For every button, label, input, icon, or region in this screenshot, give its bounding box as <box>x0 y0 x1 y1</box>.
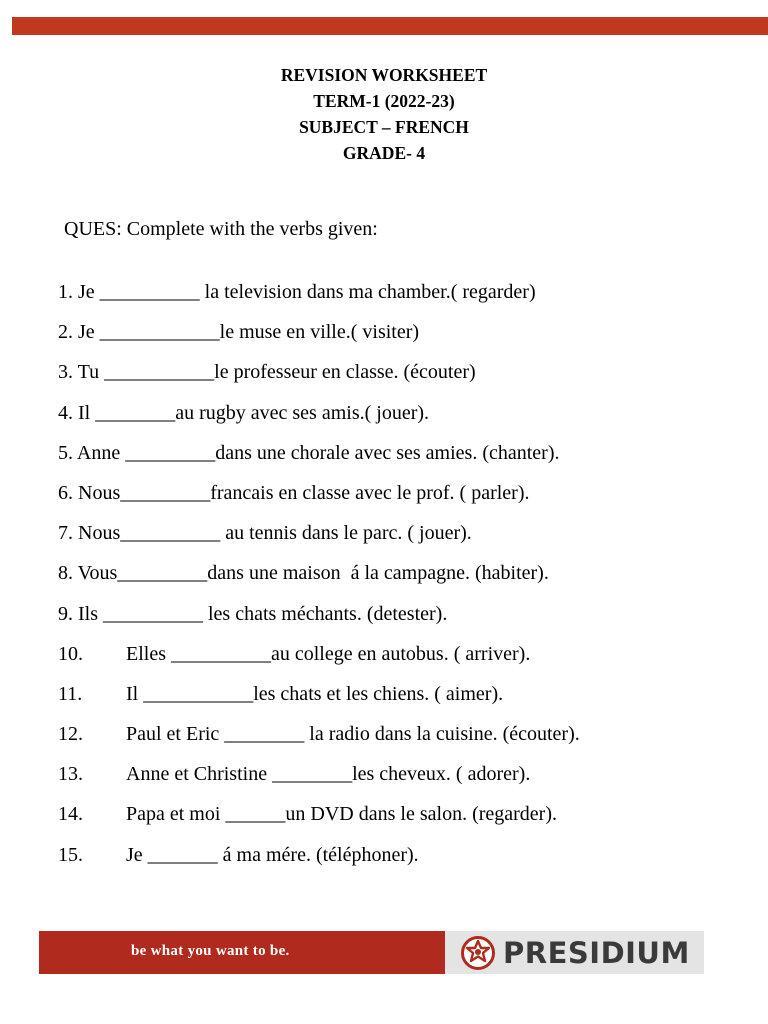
exercise-text: Elles __________au college en autobus. ( arriver). <box>126 642 531 665</box>
exercise-item <box>58 480 748 520</box>
exercise-text: 3. Tu ___________le professeur en classe. (écouter) <box>58 361 476 384</box>
exercise-text: Paul et Eric ________ la radio dans la cuisine. (écouter). <box>126 723 580 746</box>
exercise-item <box>58 319 748 359</box>
top-accent-bar <box>12 17 768 35</box>
worksheet-grade: GRADE- 4 <box>342 143 426 163</box>
exercise-item <box>58 440 748 480</box>
exercise-item <box>58 761 748 801</box>
exercise-item <box>58 641 748 681</box>
exercise-number: 11. <box>58 682 83 705</box>
exercise-number: 15. <box>58 843 83 866</box>
footer-brand: PRESIDIUM <box>503 936 690 970</box>
exercise-text: 1. Je __________ la television dans ma chamber.( regarder) <box>58 281 536 303</box>
question-prompt: QUES: Complete with the verbs given: <box>64 218 378 240</box>
exercise-number: 13. <box>58 763 83 786</box>
exercise-item <box>58 560 748 600</box>
footer-tagline-panel <box>39 931 445 974</box>
exercise-text: 8. Vous_________dans une maison á la campagne. (habiter). <box>58 562 549 585</box>
exercise-text: 7. Nous__________ au tennis dans le parc. ( jouer). <box>58 522 472 545</box>
exercise-text: 6. Nous_________francais en classe avec le prof. ( parler). <box>58 481 530 504</box>
footer-tagline: be what you want to be. <box>131 943 290 959</box>
footer-brand-panel <box>445 931 704 974</box>
exercise-text: Papa et moi ______un DVD dans le salon. (regarder). <box>126 803 557 826</box>
exercise-item <box>58 601 748 641</box>
exercise-text: Il ___________les chats et les chiens. ( aimer). <box>126 682 504 705</box>
exercise-text: 4. Il ________au rugby avec ses amis.( jouer). <box>58 401 430 424</box>
worksheet-subject: SUBJECT – FRENCH <box>299 117 469 137</box>
exercise-item <box>58 400 748 440</box>
worksheet-heading <box>0 62 768 166</box>
exercise-item <box>58 842 748 882</box>
presidium-logo-icon <box>461 936 495 970</box>
exercise-number: 10. <box>58 642 83 665</box>
exercise-text: 5. Anne _________dans une chorale avec ses amies. (chanter). <box>58 441 560 464</box>
exercise-text: 2. Je ____________le muse en ville.( visiter) <box>58 321 420 344</box>
exercise-item <box>58 520 748 560</box>
exercise-number: 14. <box>58 803 83 826</box>
exercise-text: Je _______ á ma mére. (téléphoner). <box>126 843 419 866</box>
exercise-item <box>58 279 748 319</box>
exercise-number: 12. <box>58 723 83 746</box>
footer-banner <box>39 931 704 974</box>
worksheet-title: REVISION WORKSHEET <box>280 65 488 85</box>
exercise-item <box>58 721 748 761</box>
exercise-item <box>58 801 748 841</box>
worksheet-term: TERM-1 (2022-23) <box>313 91 455 111</box>
exercise-item <box>58 681 748 721</box>
exercise-item <box>58 359 748 399</box>
exercise-text: 9. Ils __________ les chats méchants. (detester). <box>58 602 448 625</box>
exercise-text: Anne et Christine ________les cheveux. ( adorer). <box>126 763 531 786</box>
exercise-list <box>58 279 748 882</box>
